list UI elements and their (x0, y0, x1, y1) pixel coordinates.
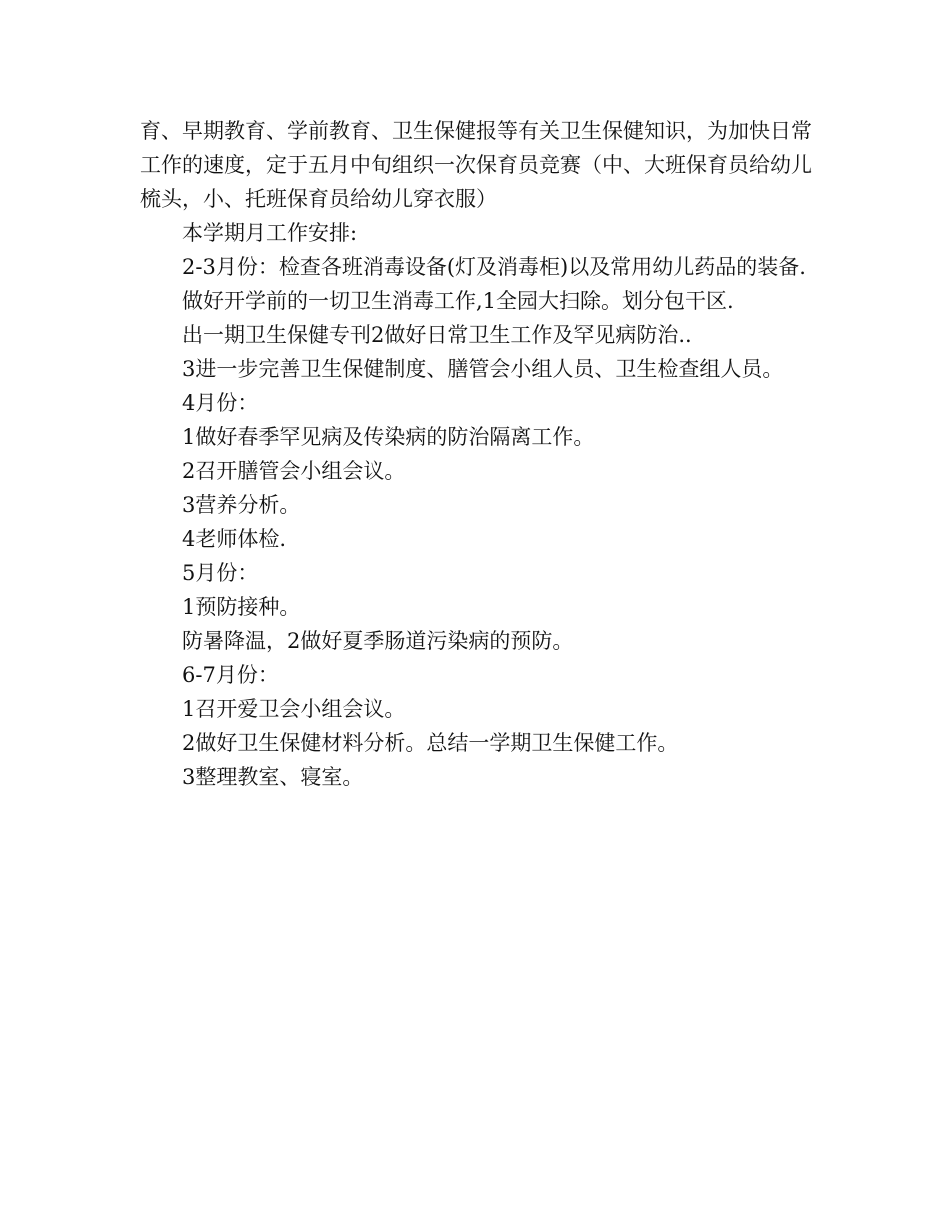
paragraph-health-bulletin: 出一期卫生保健专刊2做好日常卫生工作及罕见病防治.. (182, 323, 692, 347)
paragraph-jun-jul-item-2: 2做好卫生保健材料分析。总结一学期卫生保健工作。 (182, 731, 679, 755)
paragraph-april-item-4: 4老师体检. (182, 527, 287, 551)
paragraph-cleaning: 做好开学前的一切卫生消毒工作,1全园大扫除。划分包干区. (182, 289, 734, 313)
paragraph-jun-jul-item-3: 3整理教室、寝室。 (182, 765, 364, 789)
paragraph-feb-mar: 2-3月份：检查各班消毒设备(灯及消毒柜)以及常用幼儿药品的装备. (182, 255, 806, 279)
paragraph-may-item-1: 1预防接种。 (182, 595, 301, 619)
document-body (140, 114, 812, 794)
paragraph-april-item-3: 3营养分析。 (182, 493, 301, 517)
paragraph-improve-system: 3进一步完善卫生保健制度、膳管会小组人员、卫生检查组人员。 (182, 357, 784, 381)
paragraph-monthly-plan-heading: 本学期月工作安排: (182, 221, 358, 245)
paragraph-jun-jul-heading: 6-7月份： (182, 663, 279, 687)
paragraph-april-heading: 4月份： (182, 391, 259, 415)
paragraph-may-heading: 5月份： (182, 561, 259, 585)
paragraph-may-item-2: 防暑降温，2做好夏季肠道污染病的预防。 (182, 629, 574, 653)
paragraph-jun-jul-item-1: 1召开爱卫会小组会议。 (182, 697, 406, 721)
paragraph-april-item-2: 2召开膳管会小组会议。 (182, 459, 406, 483)
paragraph-april-item-1: 1做好春季罕见病及传染病的防治隔离工作。 (182, 425, 595, 449)
paragraph-continued-text: 育、早期教育、学前教育、卫生保健报等有关卫生保健知识，为加快日常工作的速度，定于五月中旬组织一次保育员竞赛（中、大班保育员给幼儿梳头，小、托班保育员给幼儿穿衣服） (140, 119, 812, 211)
